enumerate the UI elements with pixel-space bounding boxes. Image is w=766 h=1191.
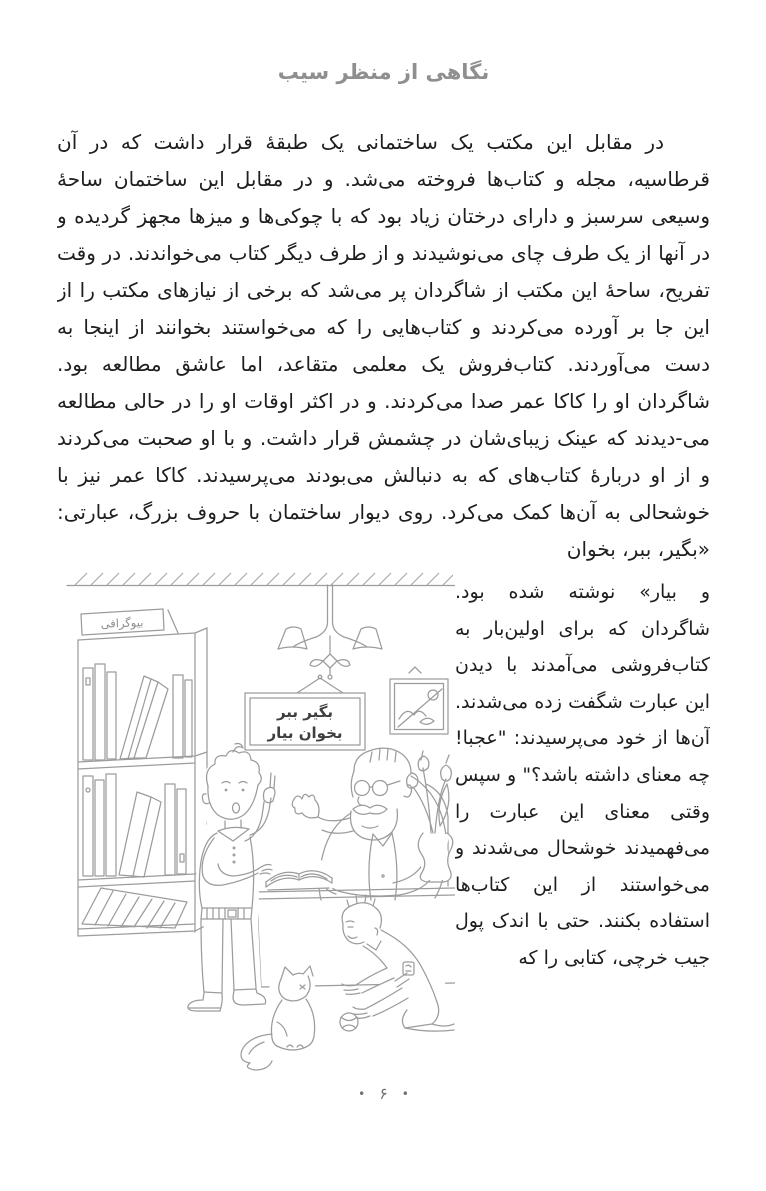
ceiling-hatch (67, 572, 455, 586)
chandelier (278, 585, 382, 679)
footer-dot-left: • (358, 1087, 366, 1101)
ball (340, 1013, 358, 1031)
shelf-label: بیوگرافی (100, 615, 144, 631)
bookshop-illustration (57, 572, 455, 1072)
kneeling-boy (342, 895, 454, 1031)
open-book (263, 860, 335, 890)
picture-frame (390, 667, 448, 734)
sign-text-line1: بگیر ببر (276, 703, 334, 721)
footer-dot-right: • (401, 1087, 409, 1101)
page-title: نگاهی از منظر سیب (277, 60, 490, 84)
body-paragraph-column: و بیار» نوشته شده بود. شاگردان که برای اولین‌بار به کتاب‌فروشی می‌آمدند با دیدن این عبارت شگفت زده می‌شدند. آن‌ها از خود می‌پرسیدند: "عجبا! چه معنای داشته باشد؟" و سپس وقتی معنای این عبارت را می‌فهمیدند خوشحال می‌شدند و می‌خواستند از این کتاب‌ها استفاده بکنند. حتی با اندک پول جیب خرچی، کتابی را که (455, 581, 710, 969)
wall-sign (245, 675, 365, 750)
page-number-row (57, 1086, 710, 1102)
illustration-row (57, 572, 710, 1072)
sign-text-line2: بخوان بیار (267, 724, 343, 742)
page-number: ۶ (379, 1084, 388, 1103)
bookshelf (78, 609, 207, 936)
body-paragraph-main: در مقابل این مکتب یک ساختمانی یک طبقهٔ قرار داشت که در آن قرطاسیه، مجله و کتاب‌ها فروخته می‌شد. و در مقابل این ساختمان ساحهٔ وسیعی سرسبز و دارای درختان زیاد بود که با چوکی‌ها و میزها مجهز گردیده و در آنها از یک طرف چای می‌نوشیدند و از طرف دیگر کتاب می‌خواندند. در وقت تفریح، ساحهٔ این مکتب از شاگردان پر می‌شد که برخی از نیازهای مکتب را از این جا بر آورده می‌کردند و کتاب‌هایی را که می‌خواستند بخوانند از اینجا به دست می‌آوردند. کتاب‌فروش یک معلمی متقاعد، اما عاشق مطالعه بود. شاگردان او را کاکا عمر صدا می‌کردند. و در اکثر اوقات او را در حالی مطالعه می-دیدند که عینک زیبای‌شان در چشمش قرار داشت. و با او صحبت می‌کردند و از او دربارهٔ کتاب‌های که به دنبالش می‌بودند می‌پرسیدند. کاکا عمر نیز با خوشحالی به آن‌ها کمک می‌کرد. روی دیوار ساختمان با حروف بزرگ، عبارتی: «بگیر، ببر، بخوان (57, 130, 710, 561)
